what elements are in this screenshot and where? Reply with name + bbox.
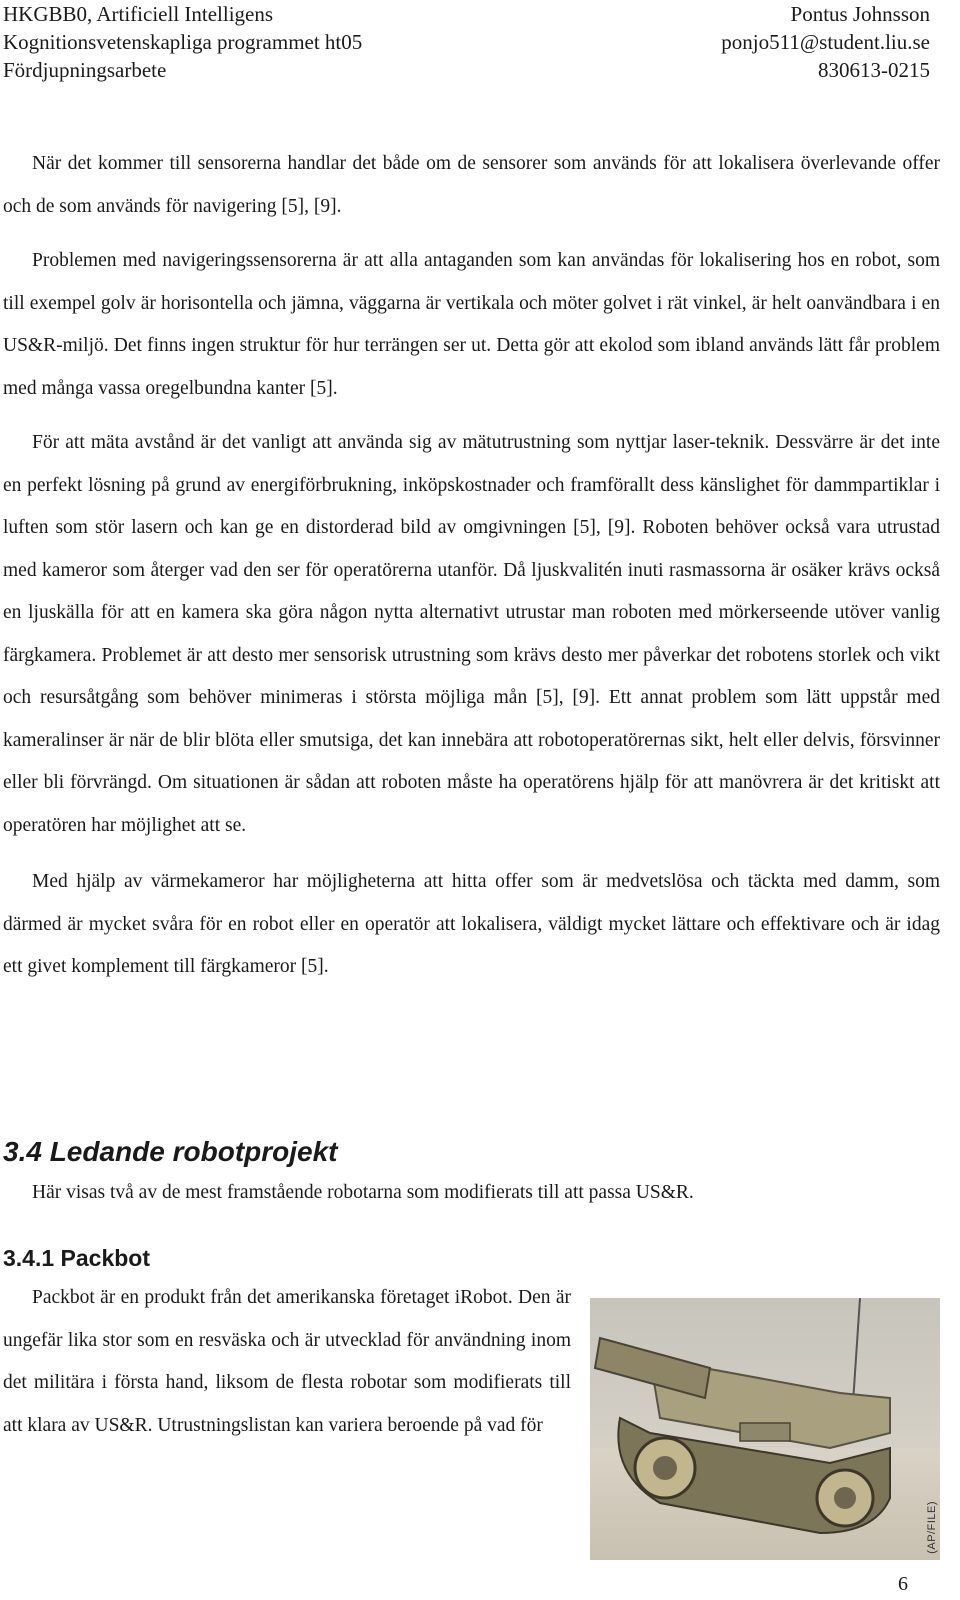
page-number: 6 — [898, 1573, 908, 1595]
packbot-photo — [590, 1298, 940, 1560]
paragraph-laser: För att mäta avstånd är det vanligt att använda sig av mätutrustning som nyttjar laser-teknik. Dessvärre är det inte en perfekt lösning på grund av energiförbrukning, inköpskostnader och framförallt dess känslighet för dammpartiklar i luften som stör lasern och kan ge en distorderad bild av omgivningen [5], [9]. Roboten behöver också vara utrustad med kameror som återger vad den ser för operatörerna utanför. Då ljuskvalitén inuti rasmassorna är osäker krävs också en ljuskälla för att en kamera ska göra någon nytta alternativt utrustar man roboten med mörkerseende utöver vanlig färgkamera. Problemet är att desto mer sensorisk utrustning som krävs desto mer påverkar det robotens storlek och vikt och resursåtgång som behöver minimeras i största möjliga mån [5], [9]. Ett annat problem som lätt uppstår med kameralinser är när de blir blöta eller smutsiga, det kan innebära att robotoperatörernas sikt, helt eller delvis, försvinner eller bli förvrängd. Om situationen är sådan att roboten måste ha operatörens hjälp för att manövrera är det kritiskt att operatören har möjlighet att se. — [3, 432, 940, 836]
author-id: 830613-0215 — [818, 58, 930, 82]
packbot-paragraph: Packbot är en produkt från det amerikanska företaget iRobot. Den är ungefär lika stor som en resväska och är utvecklad för användning inom det militära i första hand, liksom de flesta robotar som modifierats till att klara av US&R. Utrustningslistan kan variera beroende på vad för — [3, 1287, 571, 1436]
document-type: Fördjupningsarbete — [3, 58, 167, 82]
subsection-heading: 3.4.1 Packbot — [3, 1245, 151, 1271]
side-panel — [740, 1423, 790, 1441]
photo-credit: (AP/FILE) — [926, 1501, 938, 1554]
program-name: Kognitionsvetenskapliga programmet ht05 — [3, 30, 363, 54]
section-heading: 3.4 Ledande robotprojekt — [3, 1136, 338, 1167]
packbot-robot-illustration — [590, 1298, 940, 1560]
page-header — [0, 0, 960, 90]
course-code: HKGBB0, Artificiell Intelligens — [3, 2, 274, 26]
body-text — [3, 143, 940, 989]
author-name: Pontus Johnsson — [790, 2, 930, 26]
front-wheel-hub — [653, 1456, 677, 1480]
flipper-arm — [595, 1338, 710, 1398]
packbot-description — [3, 1277, 571, 1447]
section-intro: Här visas två av de mest framstående robotarna som modifierats till att passa US&R. — [32, 1182, 694, 1203]
paragraph-thermal: Med hjälp av värmekameror har möjligheterna att hitta offer som är medvetslösa och täckta med damm, som därmed är mycket svåra för en robot eller en operatör att lokalisera, väldigt mycket lättare och effektivare och är idag ett givet komplement till färgkameror [5]. — [3, 871, 940, 977]
paragraph-navigation: Problemen med navigeringssensorerna är att alla antaganden som kan användas för lokalisering hos en robot, som till exempel golv är horisontella och jämna, väggarna är vertikala och möter golvet i rät vinkel, är helt oanvändbara i en US&R-miljö. Det finns ingen struktur för hur terrängen ser ut. Detta gör att ekolod som ibland används lätt får problem med många vassa oregelbundna kanter [5]. — [3, 250, 940, 399]
author-email: ponjo511@student.liu.se — [721, 30, 930, 54]
rear-wheel-hub — [834, 1487, 856, 1509]
paragraph-sensors: När det kommer till sensorerna handlar det både om de sensorer som används för att lokalisera överlevande offer och de som används för navigering [5], [9]. — [3, 153, 940, 217]
